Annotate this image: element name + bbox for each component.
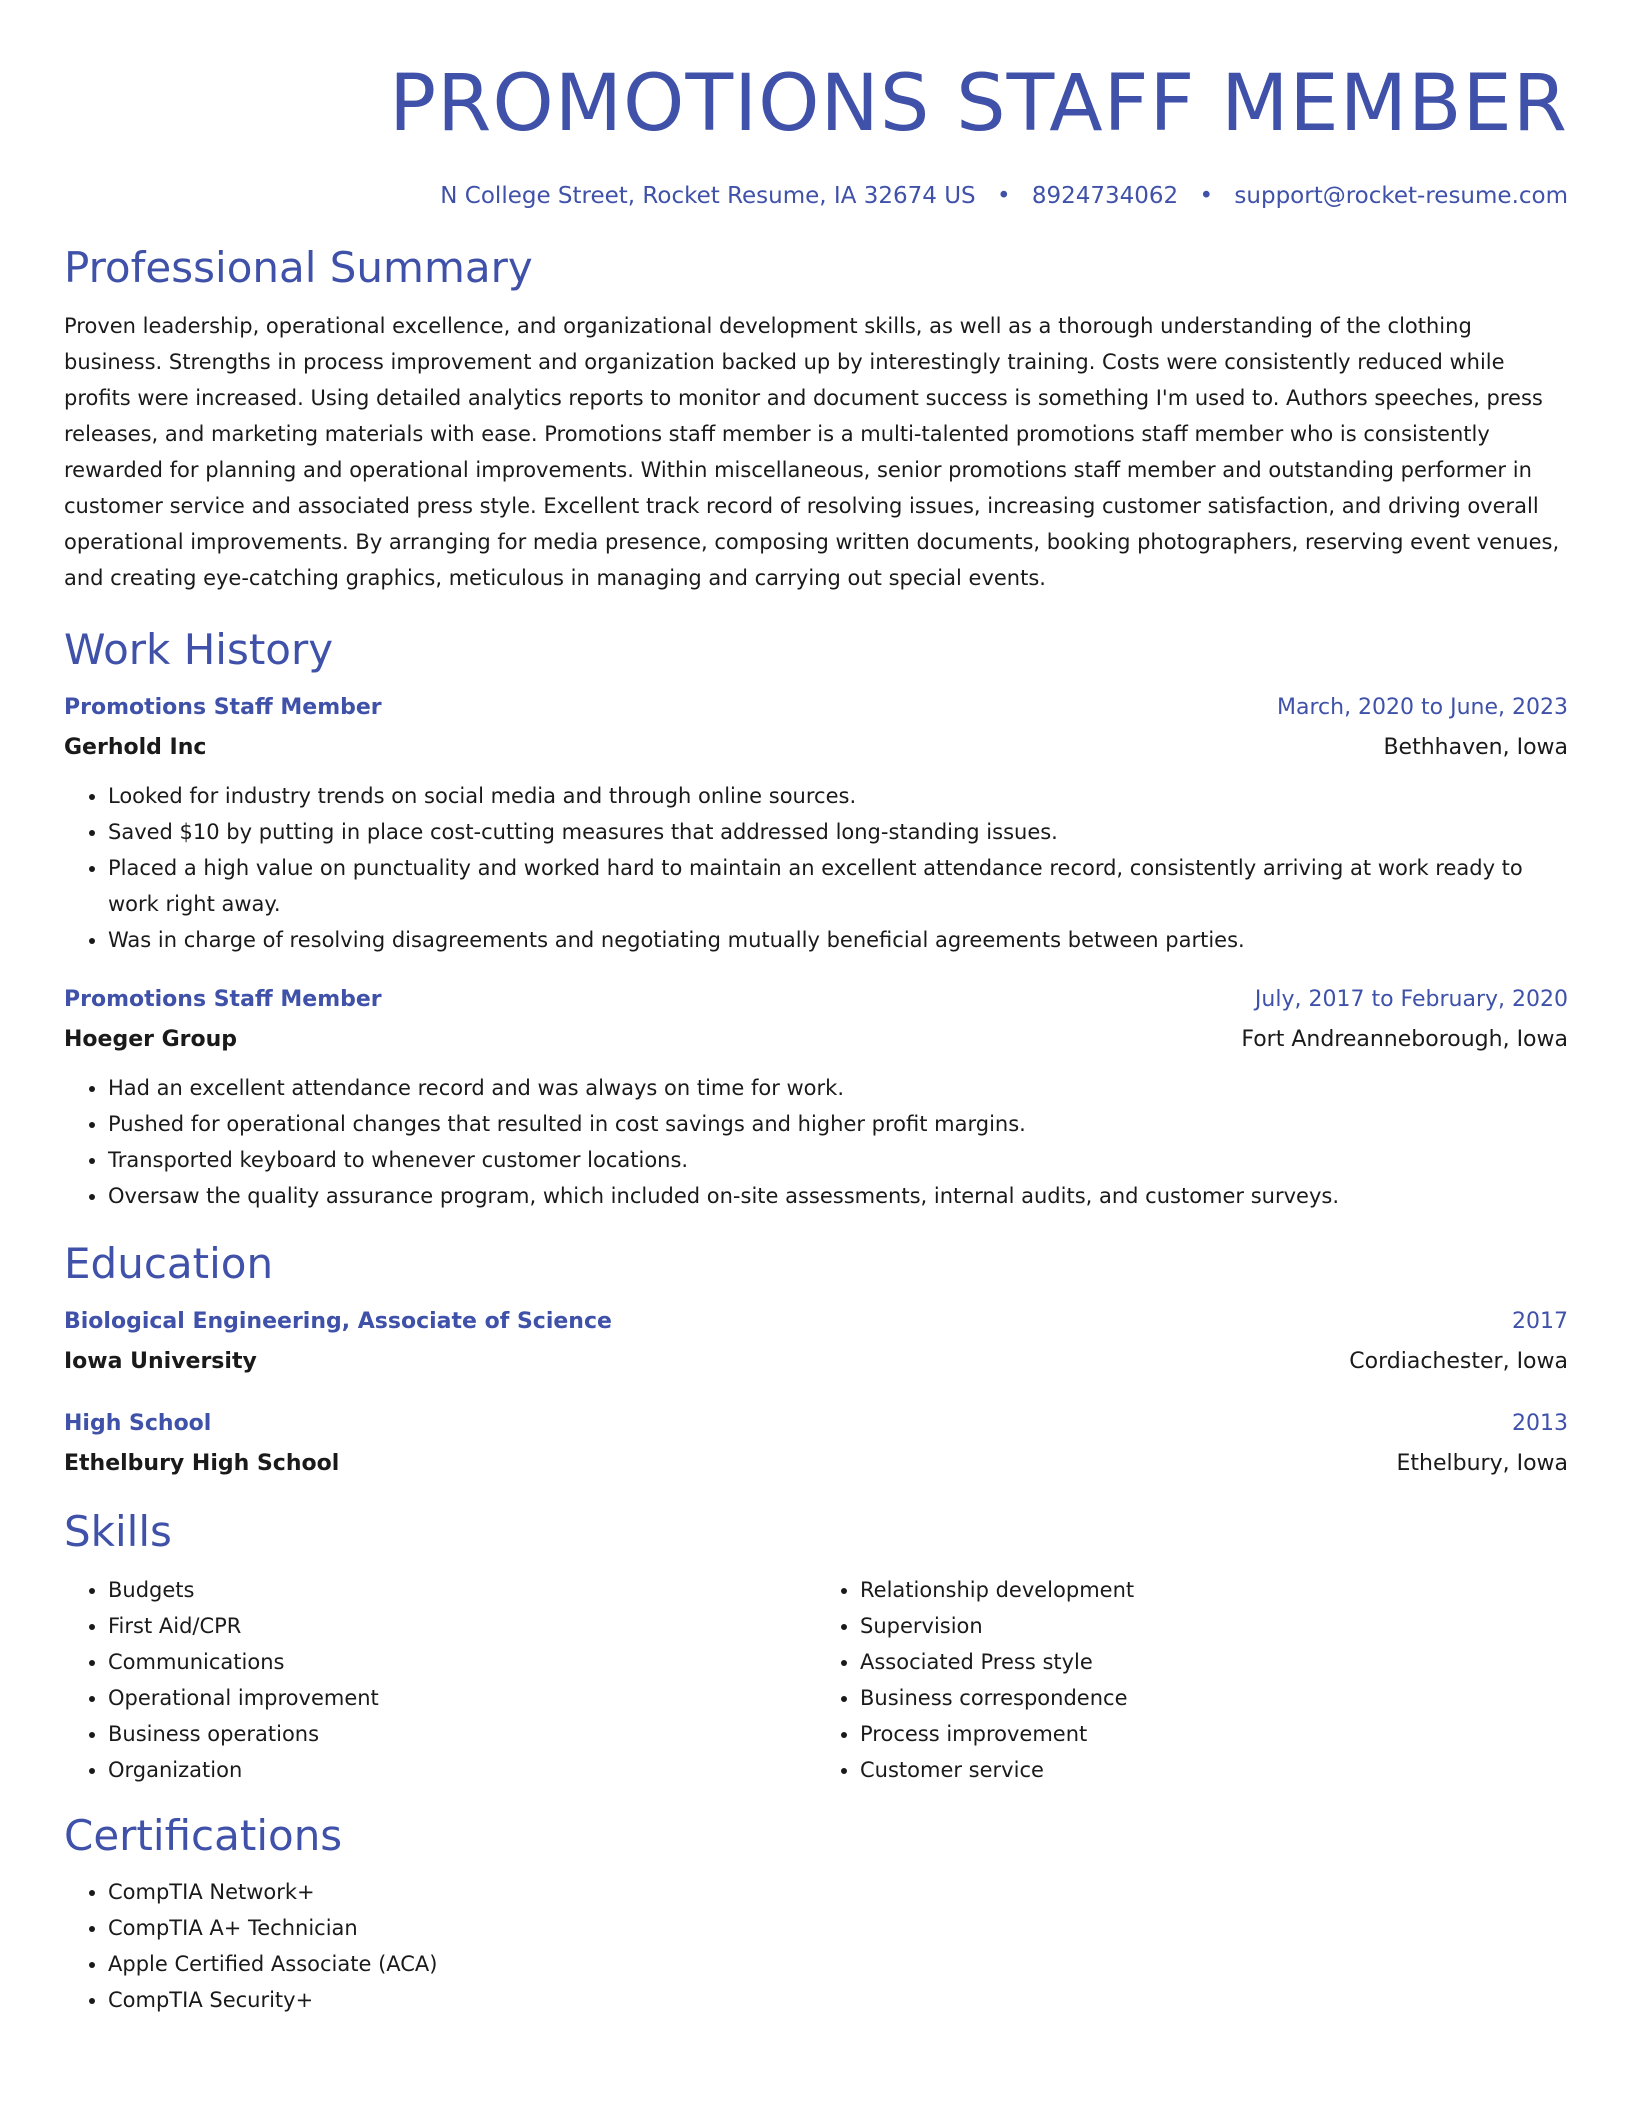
job-entry — [64, 688, 1568, 958]
education-year: 2017 — [1512, 1309, 1568, 1334]
resume-title: PROMOTIONS STAFF MEMBER — [389, 59, 1568, 149]
education-entry — [64, 1404, 1568, 1484]
skill-item: • Relationship development — [860, 1572, 1568, 1608]
job-bullets — [64, 778, 1568, 958]
education-school: Iowa University — [64, 1349, 257, 1374]
education-entry — [64, 1302, 1568, 1382]
contact-phone: 8924734062 — [1031, 183, 1179, 209]
job-title: Promotions Staff Member — [64, 695, 382, 720]
education-year: 2013 — [1512, 1411, 1568, 1436]
certification-item: • CompTIA Security+ — [108, 1982, 1568, 2018]
work-history-heading: Work History — [64, 625, 334, 674]
certification-item: • CompTIA Network+ — [108, 1874, 1568, 1910]
skill-item: • Business correspondence — [860, 1680, 1568, 1716]
skills-list-right — [816, 1572, 1568, 1788]
education-degree: High School — [64, 1411, 212, 1436]
contact-separator: • — [1199, 183, 1214, 209]
job-bullet: • Looked for industry trends on social media and through online sources. — [108, 778, 1568, 814]
skill-item: • Supervision — [860, 1608, 1568, 1644]
summary-text: Proven leadership, operational excellence, and organizational development skills, as well as a thorough understanding of the clothing business. Strengths in process improvement and organization backed up by interestingly training. Costs were consistently reduced while profits were increased. Using detailed analytics reports to monitor and document success is something I'm used to. Authors speeches, press releases, and marketing materials with ease. Promotions staff member is a multi-talented promotions staff member who is consistently rewarded for planning and operational improvements. Within miscellaneous, senior promotions staff member and outstanding performer in customer service and associated press style. Excellent track record of resolving issues, increasing customer satisfaction, and driving overall operational improvements. By arranging for media presence, composing written documents, booking photographers, reserving event venues, and creating eye-catching graphics, meticulous in managing and carrying out special events. — [64, 314, 1560, 590]
job-location: Fort Andreanneborough, Iowa — [1241, 1027, 1568, 1052]
certification-item: • CompTIA A+ Technician — [108, 1910, 1568, 1946]
education-heading: Education — [64, 1239, 274, 1288]
job-company: Hoeger Group — [64, 1027, 238, 1052]
skill-item: • Operational improvement — [108, 1680, 816, 1716]
job-title: Promotions Staff Member — [64, 987, 382, 1012]
skill-item: • Customer service — [860, 1752, 1568, 1788]
contact-email: support@rocket-resume.com — [1234, 183, 1568, 209]
skill-item: • Associated Press style — [860, 1644, 1568, 1680]
job-dates: July, 2017 to February, 2020 — [1254, 987, 1568, 1012]
education-degree: Biological Engineering, Associate of Science — [64, 1309, 612, 1334]
job-bullet: • Oversaw the quality assurance program, which included on-site assessments, internal audits, and customer surveys. — [108, 1178, 1568, 1214]
contact-separator: • — [996, 183, 1011, 209]
certifications-heading: Certifications — [64, 1811, 343, 1860]
skill-item: • Communications — [108, 1644, 816, 1680]
contact-line — [64, 180, 1568, 212]
job-bullet: • Placed a high value on punctuality and worked hard to maintain an excellent attendance record, consistently arriving at work ready to work right away. — [108, 850, 1568, 922]
job-company: Gerhold Inc — [64, 735, 207, 760]
job-bullet: • Had an excellent attendance record and was always on time for work. — [108, 1070, 1568, 1106]
education-location: Ethelbury, Iowa — [1396, 1451, 1568, 1476]
certifications-list — [64, 1874, 1568, 2018]
job-bullets — [64, 1070, 1568, 1214]
job-location: Bethhaven, Iowa — [1383, 735, 1568, 760]
education-location: Cordiachester, Iowa — [1349, 1349, 1568, 1374]
skill-item: • First Aid/CPR — [108, 1608, 816, 1644]
job-bullet: • Saved $10 by putting in place cost-cutting measures that addressed long-standing issues. — [108, 814, 1568, 850]
certification-item: • Apple Certified Associate (ACA) — [108, 1946, 1568, 1982]
contact-address: N College Street, Rocket Resume, IA 32674 US — [440, 183, 976, 209]
skill-item: • Organization — [108, 1752, 816, 1788]
skills-heading: Skills — [64, 1507, 172, 1556]
education-school: Ethelbury High School — [64, 1451, 340, 1476]
job-dates: March, 2020 to June, 2023 — [1277, 695, 1568, 720]
skill-item: • Business operations — [108, 1716, 816, 1752]
job-bullet: • Was in charge of resolving disagreements and negotiating mutually beneficial agreements between parties. — [108, 922, 1568, 958]
skills-list-left — [64, 1572, 816, 1788]
summary-heading: Professional Summary — [64, 243, 533, 292]
skill-item: • Process improvement — [860, 1716, 1568, 1752]
skills-columns — [64, 1560, 1568, 1788]
job-bullet: • Pushed for operational changes that resulted in cost savings and higher profit margins. — [108, 1106, 1568, 1142]
skill-item: • Budgets — [108, 1572, 816, 1608]
job-bullet: • Transported keyboard to whenever customer locations. — [108, 1142, 1568, 1178]
job-entry — [64, 980, 1568, 1214]
